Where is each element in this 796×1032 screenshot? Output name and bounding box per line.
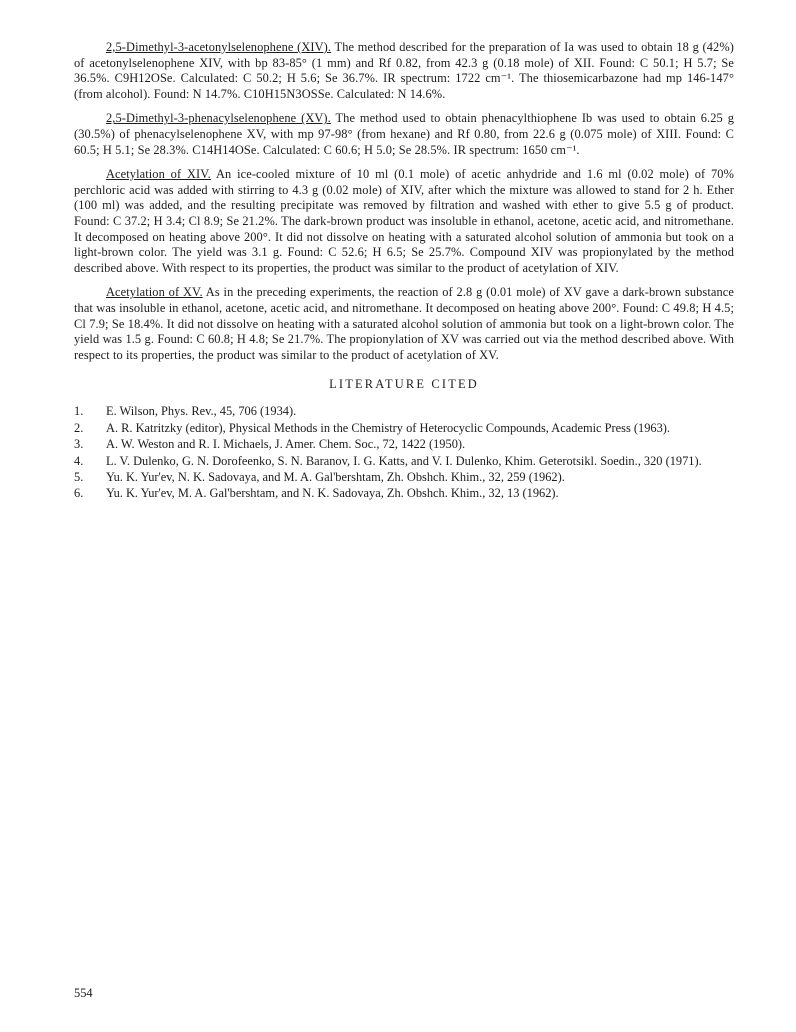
reference-text: Yu. K. Yur'ev, M. A. Gal'bershtam, and N. K. Sadovaya, Zh. Obshch. Khim., 32, 13 (1962). — [106, 486, 559, 501]
reference-text: E. Wilson, Phys. Rev., 45, 706 (1934). — [106, 404, 297, 419]
reference-item — [74, 437, 734, 452]
reference-item — [74, 454, 734, 469]
reference-number: 5. — [74, 469, 84, 484]
paragraph-heading: Acetylation of XIV. — [106, 167, 211, 182]
paragraph-text: An ice-cooled mixture of 10 ml (0.1 mole) of acetic anhydride and 1.6 ml (0.02 mole) of 70% perchloric acid was added with stirring to 4.3 g (0.02 mole) of XIV, after which the mixture was allowed to stand for 2 h. Ether (100 ml) was added, and the resulting precipitate was removed by filtration and washed with ether to give 5.5 g of product. Found: C 37.2; H 3.4; Cl 8.9; Se 21.2%. The dark-brown product was insoluble in ethanol, acetone, acetic acid, and nitromethane. It decomposed on heating above 200°. It did not dissolve on heating with a saturated alcohol solution of ammonia but took on a light-brown color. The yield was 3.1 g. Found: C 52.6; H 6.5; Se 25.7%. Compound XIV was propionylated by the method described above. With respect to its properties, the product was similar to the product of acetylation of XIV. — [74, 167, 734, 275]
reference-number: 3. — [74, 437, 84, 452]
reference-text: L. V. Dulenko, G. N. Dorofeenko, S. N. Baranov, I. G. Katts, and V. I. Dulenko, Khim. Geterotsikl. Soedin., 320 (1971). — [106, 453, 702, 468]
literature-cited-heading: LITERATURE CITED — [329, 377, 479, 392]
reference-item — [74, 486, 734, 501]
reference-text: A. W. Weston and R. I. Michaels, J. Amer. Chem. Soc., 72, 1422 (1950). — [106, 437, 466, 452]
paper-page — [74, 40, 734, 503]
paragraph-xiv-preparation — [74, 40, 734, 102]
paragraph-acetylation-xv — [74, 285, 734, 363]
paragraph-text: The method described for the preparation of Ia was used to obtain 18 g (42%) of acetonylselenophene XIV, with bp 83-85° (1 mm) and Rf 0.82, from 42.3 g (0.18 mole) of XII. Found: C 50.1; H 5.7; Se 36.5%. C9H12OSe. Calculated: C 50.2; H 5.6; Se 36.7%. IR spectrum: 1722 cm⁻¹. The thiosemicarbazone had mp 146-147° (from alcohol). Found: N 14.7%. C10H15N3OSSe. Calculated: N 14.6%. — [74, 40, 734, 101]
reference-number: 2. — [74, 420, 84, 435]
paragraph-heading: Acetylation of XV. — [106, 285, 203, 300]
reference-text: Yu. K. Yur'ev, N. K. Sadovaya, and M. A. Gal'bershtam, Zh. Obshch. Khim., 32, 259 (1962). — [106, 469, 565, 484]
paragraph-heading: 2,5-Dimethyl-3-acetonylselenophene (XIV). — [106, 40, 332, 54]
reference-list — [74, 404, 734, 501]
page-number: 554 — [74, 986, 93, 1000]
paragraph-text: As in the preceding experiments, the reaction of 2.8 g (0.01 mole) of XV gave a dark-brown substance that was insoluble in ethanol, acetone, acetic acid, and nitromethane. It decomposed on heating above 200°. Found: C 49.8; H 4.5; Cl 7.9; Se 18.4%. It did not dissolve on heating with a saturated alcohol solution of ammonia but took on a light-brown color. The yield was 1.5 g. Found: C 60.8; H 4.8; Se 21.7%. The propionylation of XV was carried out via the method described above. With respect to its properties, the product was similar to the product of acetylation of XV. — [74, 285, 734, 362]
reference-number: 4. — [74, 453, 84, 468]
paragraph-acetylation-xiv — [74, 167, 734, 276]
reference-item — [74, 421, 734, 436]
reference-item — [74, 404, 734, 419]
reference-text: A. R. Katritzky (editor), Physical Methods in the Chemistry of Heterocyclic Compounds, Academic Press (1963). — [106, 420, 671, 435]
reference-item — [74, 470, 734, 485]
paragraph-heading: 2,5-Dimethyl-3-phenacylselenophene (XV). — [106, 111, 331, 126]
paragraph-text: The method used to obtain phenacylthiophene Ib was used to obtain 6.25 g (30.5%) of phenacylselenophene XV, with mp 97-98° (from hexane) and Rf 0.80, from 22.6 g (0.075 mole) of XIII. Found: C 60.5; H 5.1; Se 28.3%. C14H14OSe. Calculated: C 60.6; H 5.0; Se 28.5%. IR spectrum: 1650 cm⁻¹. — [74, 111, 735, 157]
reference-number: 6. — [74, 486, 84, 501]
reference-number: 1. — [74, 404, 84, 419]
paragraph-xv-preparation — [74, 111, 734, 158]
